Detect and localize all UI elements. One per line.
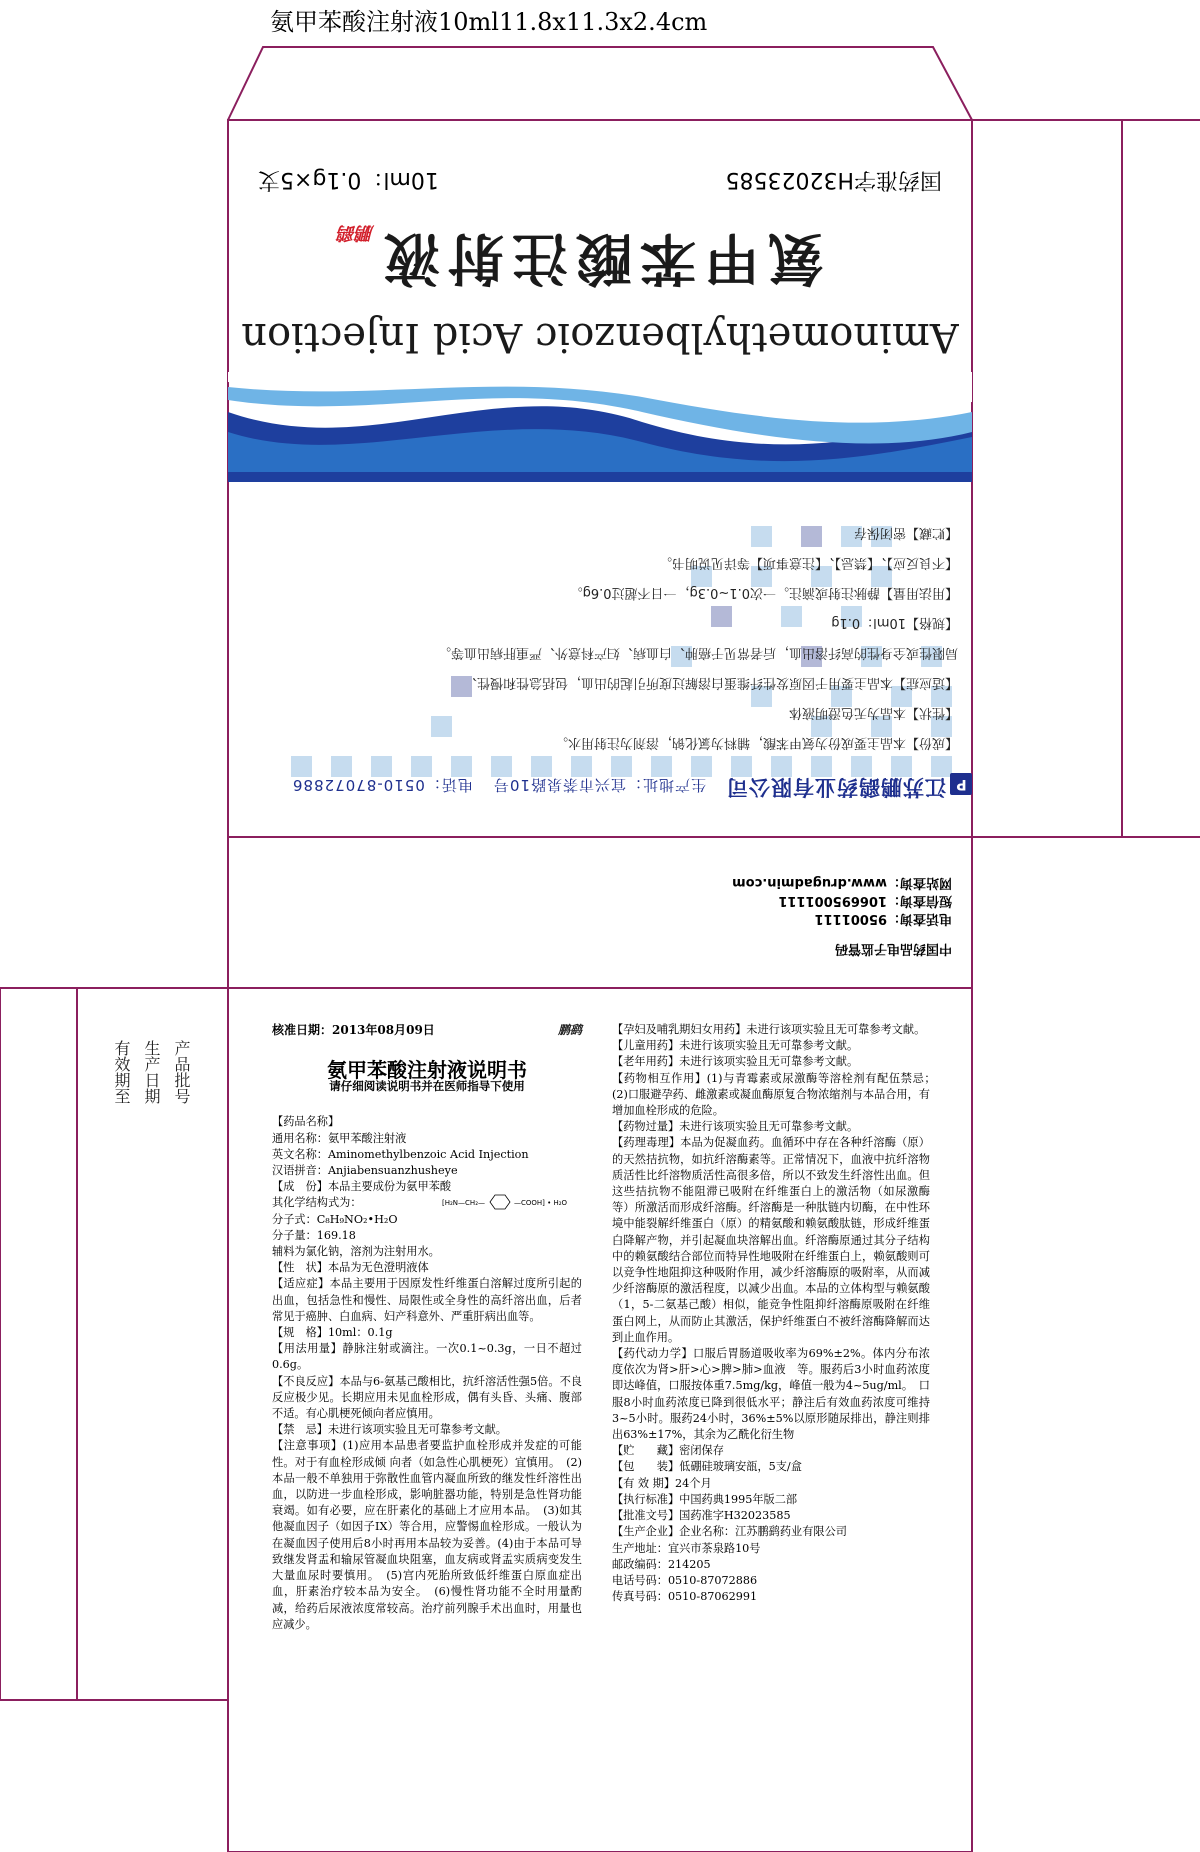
chinese-name: 氨甲苯酸注射液	[376, 225, 824, 290]
approval-number: 国药准字H32023585	[725, 167, 942, 192]
batch-label: 产品批号	[172, 1040, 191, 1104]
paragraph: 【孕妇及哺乳期妇女用药】未进行该项实验且无可靠参考文献。	[612, 1023, 926, 1036]
paragraph: 其化学结构式为：	[272, 1196, 362, 1210]
info-line: 【成份】本品主要成份为氨甲苯酸，辅料为氯化钠，溶剂为注射用水。	[554, 735, 958, 750]
paragraph: 【禁 忌】未进行该项实验且无可靠参考文献。	[272, 1423, 507, 1437]
paragraph: 【成 份】本品主要成份为氨甲苯酸	[272, 1180, 452, 1194]
company-line	[228, 773, 972, 803]
company-address: 生产地址：宜兴市荼泉路10号	[492, 776, 706, 794]
paragraph: 分子式：C₈H₉NO₂•H₂O	[272, 1212, 398, 1226]
sms-query: 短信查询：106695001111	[778, 893, 952, 908]
paragraph: 【药理毒理】本品为促凝血药。血循环中存在各种纤溶酶（原）的天然拮抗物，如抗纤溶酶素等。正常情况下，血液中抗纤溶物质活性比纤溶物质活性高很多倍，所以不致发生纤溶性出血。但这些拮抗物不能阻滞已吸附在纤维蛋白上的激活物（如尿激酶等）所激活而形成纤溶酶。纤溶酶是一种肽链内切酶，在中性环境中能裂解纤维蛋白（原）的精氨酸和赖氨酸肽链，形成纤维蛋白降解产物，并引起凝血块溶解出血。纤溶酶原通过其分子结构中的赖氨酸结合部位而特异性地吸附在纤维蛋白上，赖氨酸则可以竞争性地阻抑这种吸附作用，减少纤溶酶原的吸附率，从而减少纤溶酶原的激活程度，以减少出血。本品的立体构型与赖氨酸（1，5-二氨基己酸）相似，能竞争性阻抑纤溶酶原吸附在纤维蛋白网上，从而防止其激活，保护纤维蛋白不被纤溶酶降解而达到止血作用。	[612, 1136, 930, 1344]
instructions-title: 氨甲苯酸注射液说明书	[327, 1058, 527, 1082]
paragraph: 分子量：169.18	[272, 1228, 356, 1242]
paragraph: 通用名称：氨甲苯酸注射液	[272, 1131, 407, 1145]
wave-graphic	[228, 372, 972, 482]
structure-formula-icon	[442, 1193, 572, 1211]
instructions-brand: 鹏鹞	[557, 1023, 582, 1037]
paragraph: 【老年用药】未进行该项实验且无可靠参考文献。	[612, 1055, 859, 1069]
info-line: 【贮藏】密闭保存	[853, 525, 958, 540]
approval-date: 核准日期：2013年08月09日	[272, 1023, 435, 1037]
supervision-title: 中国药品电子监管码	[834, 941, 952, 956]
instructions-subtitle: 请仔细阅读说明书并在医师指导下使用	[329, 1079, 525, 1094]
paragraph: 邮政编码：214205	[612, 1557, 711, 1571]
document-title: 氨甲苯酸注射液10ml11.8x11.3x2.4cm	[270, 8, 708, 36]
paragraph: 【适应症】本品主要用于因原发性纤维蛋白溶解过度所引起的出血，包括急性和慢性、局限性或全身性的高纤溶出血，后者常见于癌肿、白血病、妇产科意外、严重肝病出血等。	[272, 1277, 582, 1323]
brand-logo: 鹏鹞	[338, 222, 374, 243]
paragraph: 辅料为氯化钠，溶剂为注射用水。	[272, 1245, 440, 1259]
paragraph: 汉语拼音：Anjiabensuanzhusheye	[272, 1164, 458, 1178]
info-line: 【规格】10ml：0.1g	[831, 615, 958, 630]
paragraph: 【生产企业】企业名称：江苏鹏鹞药业有限公司	[612, 1525, 847, 1539]
paragraph: 【药代动力学】口服后胃肠道吸收率为69%±2%。体内分布浓度依次为肾>肝>心>脾>肺>血液 等。服药后3小时血药浓度即达峰值，口服按体重7.5mg/kg，峰值一般为4~5ug/ml。 口服8小时血药浓度已降到很低水平；静注后有效血药浓度可维持3~5小时。服药24小时，36%±5%以原形随尿排出，静注则排出63%±17%，其余为乙酰化衍生物	[612, 1347, 930, 1442]
paragraph: 【包 装】低硼硅玻璃安瓿，5支/盒	[612, 1460, 802, 1474]
info-line: 【用法用量】静脉注射或滴注。一次0.1~0.3g，一日不超过0.6g。	[569, 585, 958, 600]
paragraph: 【有 效 期】24个月	[612, 1476, 712, 1490]
info-line: 【适应症】本品主要用于因原发性纤维蛋白溶解过度所引起的出血，包括急性和慢性、	[463, 675, 958, 690]
paragraph: 【药物过量】未进行该项实验且无可靠参考文献。	[612, 1120, 859, 1134]
paragraph: 传真号码：0510-87062991	[612, 1590, 758, 1604]
paragraph: 【不良反应】本品与6-氨基己酸相比，抗纤溶活性强5倍。不良反应极少见。长期应用未见血栓形成，偶有头昏、头痛、腹部不适。有心肌梗死倾向者应慎用。	[272, 1374, 582, 1421]
paragraph: 【批准文号】国药准字H32023585	[612, 1509, 791, 1523]
paragraph: 【儿童用药】未进行该项实验且无可靠参考文献。	[612, 1039, 859, 1053]
front-panel	[228, 120, 972, 837]
paragraph: 电话号码：0510-87072886	[612, 1573, 758, 1587]
info-line: 【性状】本品为无色澄明液体	[788, 705, 958, 720]
paragraph: 【药物相互作用】(1)与青霉素或尿激酶等溶栓剂有配伍禁忌； (2)口服避孕药、雌激素或凝血酶原复合物浓缩剂与本品合用，有增加血栓形成的危险。	[612, 1071, 942, 1118]
company-logo-icon: P	[950, 773, 972, 795]
paragraph: 英文名称：Aminomethylbenzoic Acid Injection	[272, 1147, 529, 1161]
paragraph: 【性 状】本品为无色澄明液体	[272, 1261, 429, 1275]
phone-query: 电话查询：95001111	[814, 911, 952, 926]
company-phone: 电话：0510-87072886	[291, 776, 473, 794]
package-spec: 10ml：0.1g×5支	[258, 167, 439, 192]
expiry-label: 有效期至	[112, 1040, 131, 1104]
paragraph: 【注意事项】(1)应用本品患者要监护血栓形成并发症的可能性。对于有血栓形成倾 向者（如急性心肌梗死）宜慎用。 (2)本品一般不单独用于弥散性血管内凝血所致的继发性纤溶性出血，以防进一步血栓形成，影响脏器功能，特别是急性肾功能衰竭。如有必要，应在肝素化的基础上才应用本品。 (3)如其他凝血因子（如因子IX）等合用，应警惕血栓形成。一般认为在凝血因子使用后8小时再用本品较为妥善。(4)由于本品可导致继发肾盂和输尿管凝血块阻塞，血友病或肾盂实质病变发生大量血尿时要慎用。 (5)宫内死胎所致低纤维蛋白原血症出血，肝素治疗较本品为安全。 (6)慢性肾功能不全时用量酌减，给药后尿液浓度常较高。治疗前列腺手术出血时，用量也应减少。	[272, 1439, 582, 1631]
company-name: 江苏鹏鹞药业有限公司	[726, 775, 946, 799]
info-line: 局限性或全身性的高纤溶出血，后者常见于癌肿、白血病、妇产科意外、严重肝病出血等。	[437, 645, 958, 660]
instructions-column-1	[272, 1022, 582, 1633]
paragraph: 生产地址：宜兴市茶泉路10号	[612, 1541, 761, 1555]
english-name: Aminomethylbenzoic Acid Injection	[241, 314, 959, 360]
paragraph: 【用法用量】静脉注射或滴注。一次0.1~0.3g，一日不超过0.6g。	[272, 1342, 582, 1372]
info-line: 【不良反应】、【禁忌】、【注意事项】等详见说明书。	[658, 555, 958, 570]
instructions-header	[272, 1022, 582, 1046]
web-query: 网站查询：www.drugadmin.com	[732, 875, 952, 890]
paragraph: 【贮 藏】密闭保存	[612, 1444, 724, 1458]
svg-text:—COOH] • H₂O: —COOH] • H₂O	[514, 1199, 568, 1208]
svg-text:[H₂N—CH₂—: [H₂N—CH₂—	[442, 1199, 485, 1208]
paragraph: 【药品名称】	[272, 1115, 340, 1129]
instructions-column-2	[612, 1022, 942, 1605]
production-date-label: 生产日期	[142, 1040, 161, 1104]
paragraph: 【执行标准】中国药典1995年版二部	[612, 1492, 798, 1506]
front-info	[238, 517, 958, 757]
paragraph: 【规 格】10ml：0.1g	[272, 1326, 393, 1340]
side-labels	[82, 1040, 212, 1180]
supervision-flap	[228, 838, 972, 988]
